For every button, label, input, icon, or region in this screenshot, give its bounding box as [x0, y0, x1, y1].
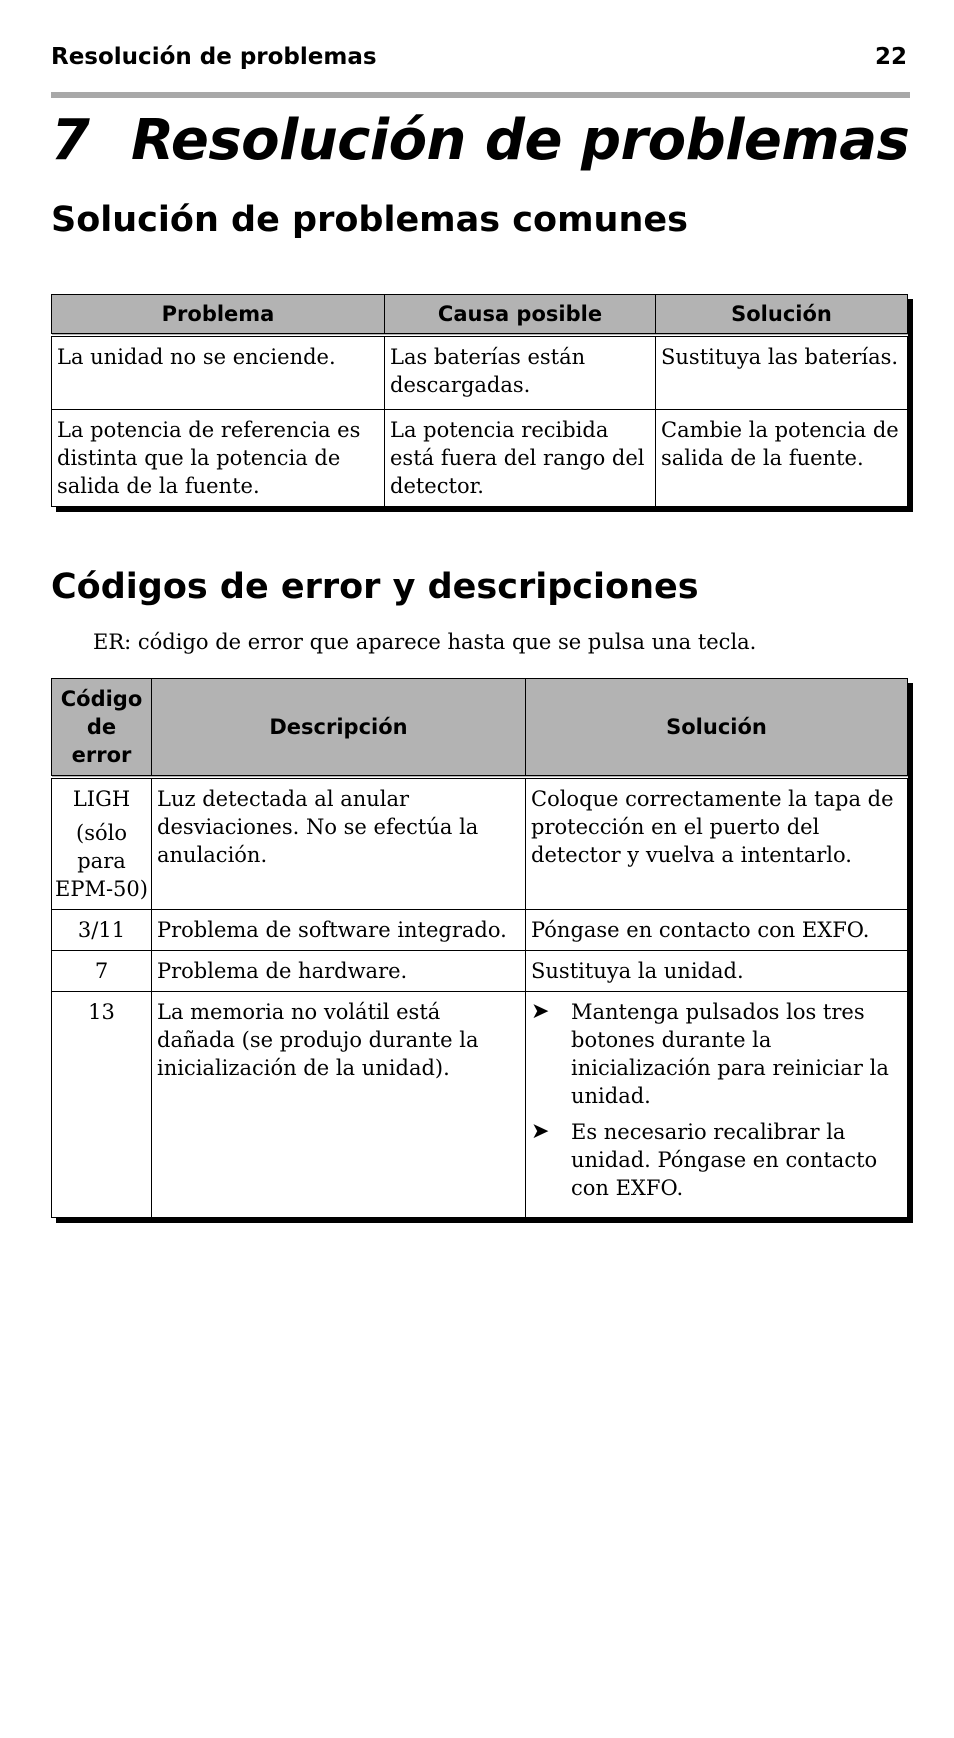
solution-bullet-text: Mantenga pulsados los tres botones durante la inicialización para reiniciar la unidad.: [571, 1000, 889, 1108]
table-header-row: [52, 295, 908, 336]
arrow-bullet-icon: ➤: [531, 999, 550, 1024]
header-divider: [51, 92, 910, 98]
solution-cell: Sustituya las baterías.: [656, 335, 908, 409]
description-cell: Problema de software integrado.: [152, 910, 526, 951]
column-header-solution: Solución: [526, 679, 908, 778]
chapter-number: 7: [51, 108, 90, 173]
cause-cell: La potencia recibida está fuera del rango del detector.: [385, 409, 656, 506]
description-cell: La memoria no volátil está dañada (se produjo durante la inicialización de la unidad).: [152, 992, 526, 1218]
column-header-description: Descripción: [152, 679, 526, 778]
table-row: [52, 777, 908, 910]
intro-text: ER: código de error que aparece hasta que se pulsa una tecla.: [93, 630, 757, 654]
description-cell: Luz detectada al anular desviaciones. No se efectúa la anulación.: [152, 777, 526, 910]
chapter-title-text: Resolución de problemas: [131, 108, 910, 173]
running-title: Resolución de problemas: [51, 44, 377, 70]
arrow-bullet-icon: ➤: [531, 1119, 550, 1144]
table-row: [52, 951, 908, 992]
solution-cell: [526, 992, 908, 1218]
solution-bullet: [531, 998, 902, 1110]
solution-cell: Sustituya la unidad.: [526, 951, 908, 992]
problem-cell: La unidad no se enciende.: [52, 335, 385, 409]
table-header-row: [52, 679, 908, 778]
problem-cell: La potencia de referencia es distinta que la potencia de salida de la fuente.: [52, 409, 385, 506]
page-number: 22: [874, 44, 907, 70]
error-code-cell: [52, 777, 152, 910]
section-title-error-codes: Códigos de error y descripciones: [51, 567, 699, 607]
table-row: [52, 335, 908, 409]
chapter-title: [51, 108, 909, 173]
column-header-cause: Causa posible: [385, 295, 656, 336]
description-cell: Problema de hardware.: [152, 951, 526, 992]
column-header-solution: Solución: [656, 295, 908, 336]
column-header-problem: Problema: [52, 295, 385, 336]
error-code-cell: 7: [52, 951, 152, 992]
running-header: [51, 44, 907, 80]
error-code-cell: 13: [52, 992, 152, 1218]
column-header-error-code: Código de error: [52, 679, 152, 778]
error-codes-table: [51, 678, 908, 1218]
solution-cell: Póngase en contacto con EXFO.: [526, 910, 908, 951]
solution-cell: Coloque correctamente la tapa de protección en el puerto del detector y vuelva a intentarlo.: [526, 777, 908, 910]
cause-cell: Las baterías están descargadas.: [385, 335, 656, 409]
solution-cell: Cambie la potencia de salida de la fuente.: [656, 409, 908, 506]
error-code-note: (sólo para EPM-50): [55, 821, 148, 901]
solution-bullet: [531, 1118, 902, 1202]
solution-bullet-text: Es necesario recalibrar la unidad. Póngase en contacto con EXFO.: [571, 1120, 878, 1200]
table-row: [52, 910, 908, 951]
error-code-cell: 3/11: [52, 910, 152, 951]
table-row: [52, 992, 908, 1218]
error-code: LIGH: [72, 787, 131, 811]
table-row: [52, 409, 908, 506]
common-problems-table: [51, 294, 908, 507]
section-title-common-problems: Solución de problemas comunes: [51, 200, 688, 240]
